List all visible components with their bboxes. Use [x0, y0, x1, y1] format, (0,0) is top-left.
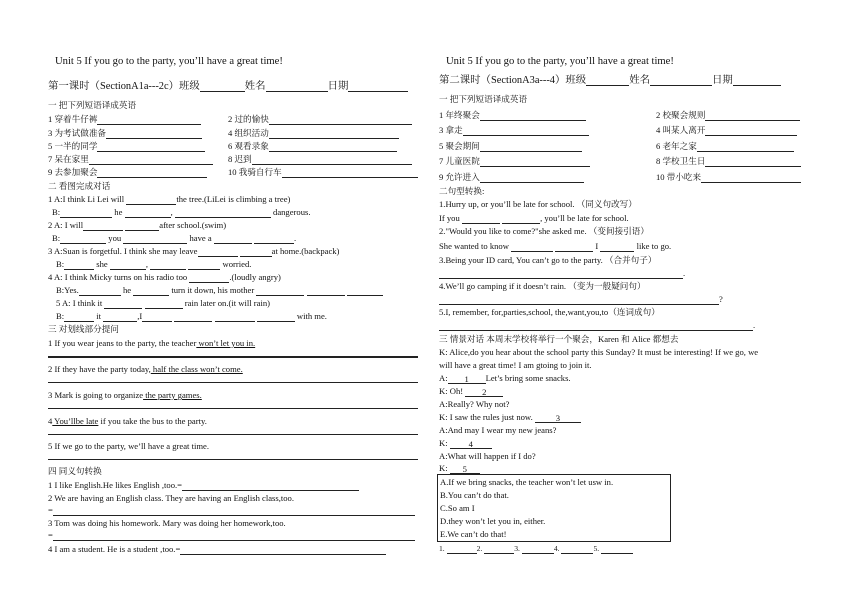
rewrite-line: 3 Tom was doing his homework. Mary was doing her homework,too.: [48, 518, 286, 528]
dialog-line: B:Yes. he turn it down, his mother: [56, 285, 383, 296]
answer-row: 1. 2. 3. 4. 5.: [439, 543, 633, 554]
right-phrase-row: 10 带小吃来: [656, 172, 801, 183]
transform-line: If you , you’ll be late for school.: [439, 213, 629, 223]
left-phrase-row: 7 呆在家里: [48, 154, 213, 165]
right-phrase-row: 4 叫某人离开: [656, 125, 797, 136]
right-part3-heading: 三 情景对话 本周末学校将举行一个聚会，Karen 和 Alice 都想去: [439, 334, 679, 344]
left-phrase-row: 9 去参加聚会: [48, 167, 207, 178]
answer-line: [48, 434, 418, 435]
answer-line: [48, 382, 418, 383]
right-phrase-row: 1 年终聚会: [439, 110, 586, 121]
right-phrase-row: 7 儿童医院: [439, 156, 590, 167]
left-part4-heading: 四 同义句转换: [48, 466, 102, 476]
left-phrase-row: 6 观看录象: [228, 141, 397, 152]
left-phrase-row: 1 穿着牛仔裤: [48, 114, 201, 125]
right-phrase-row: 8 学校卫生日: [656, 156, 801, 167]
dialog-line: B: he , dangerous.: [52, 207, 311, 217]
transform-line: .: [439, 320, 755, 331]
left-phrase-row: 3 为考试做准备: [48, 128, 202, 139]
dialog-line: 2 A: I will after school.(swim): [48, 220, 227, 230]
dialog-line: K: Oh! 2: [439, 386, 503, 397]
right-phrase-row: 6 老年之家: [656, 141, 794, 152]
rewrite-line: 2 We are having an English class. They are having an English class,too.: [48, 493, 294, 503]
option-item: C.So am I: [440, 503, 475, 513]
transform-line: 2."Would you like to come?"she asked me. （变间接引语）: [439, 226, 649, 236]
question-line: 1 If you wear jeans to the party, the teacher won’t let you in.: [48, 338, 256, 348]
dialog-line: K: I saw the rules just now. 3: [439, 412, 581, 423]
question-line: 2 If they have the party today, half the class won’t come.: [48, 364, 243, 374]
right-title: Unit 5 If you go to the party, you’ll have a great time!: [446, 56, 674, 67]
transform-line: 1.Hurry up, or you’ll be late for school. （同义句改写）: [439, 199, 637, 209]
answer-line: [48, 459, 418, 460]
dialog-line: K: 4: [439, 438, 492, 449]
right-part2-heading: 二句型转换:: [439, 186, 485, 196]
left-phrase-row: 10 我骑自行车: [228, 167, 418, 178]
right-phrase-row: 2 校聚会规则: [656, 110, 800, 121]
answer-line: [48, 408, 418, 409]
left-phrase-row: 5 一半的同学: [48, 141, 205, 152]
transform-line: She wanted to know I like to go.: [439, 241, 672, 251]
left-phrase-row: 4 组织活动: [228, 128, 399, 139]
dialog-line: A:Really? Why not?: [439, 399, 510, 409]
right-phrase-row: 9 允许进入: [439, 172, 584, 183]
transform-line: 5.I, remember, for,parties,school, the,want,you,to（连词成句）: [439, 307, 660, 317]
left-part1-heading: 一 把下列短语译成英语: [48, 100, 137, 110]
left-title: Unit 5 If you go to the party, you’ll have a great time!: [55, 56, 283, 67]
option-item: D.they won’t let you in, either.: [440, 516, 546, 526]
dialog-line: 1 A:I think Li Lei will the tree.(LiLei is climbing a tree): [48, 194, 291, 204]
transform-line: .: [439, 268, 685, 279]
dialog-line: will have a great time! I am gtoing to join it.: [439, 360, 592, 370]
dialog-line: B: it ,I with me.: [56, 311, 327, 321]
question-line: 4 You’llbe late if you take the bus to the party.: [48, 416, 207, 426]
dialog-line: 5 A: I think it rain later on.(it will rain): [56, 298, 270, 308]
dialog-line: A:And may I wear my new jeans?: [439, 425, 557, 435]
dialog-line: A:What will happen if I do?: [439, 451, 536, 461]
right-lesson-header: 第二课时（SectionA3a---4）班级 姓名 日期: [439, 75, 781, 86]
dialog-line: 3 A:Suan is forgetful. I think she may leave at home.(backpack): [48, 246, 340, 256]
left-part3-heading: 三 对划线部分提问: [48, 324, 119, 334]
rewrite-line: 1 I like English.He likes English ,too.=: [48, 480, 359, 491]
answer-line: [48, 356, 418, 358]
rewrite-eq: =: [48, 505, 415, 516]
left-part2-heading: 二 看图完成对话: [48, 181, 111, 191]
transform-line: 3.Being your ID card, You can’t go to the party. （合并句子）: [439, 255, 657, 265]
right-part1-heading: 一 把下列短语译成英语: [439, 94, 528, 104]
transform-line: ?: [439, 294, 723, 305]
left-phrase-row: 2 过的愉快: [228, 114, 412, 125]
right-phrase-row: 5 聚会期间: [439, 141, 582, 152]
dialog-line: A: 1 Let’s bring some snacks.: [439, 373, 571, 384]
question-line: 3 Mark is going to organize the party games.: [48, 390, 202, 400]
dialog-line: B: she , worried.: [56, 259, 252, 269]
left-lesson-header: 第一课时（SectionA1a---2c）班级 姓名 日期: [48, 81, 408, 92]
option-item: E.We can’t do that!: [440, 529, 507, 539]
rewrite-eq: =: [48, 530, 415, 541]
option-item: A.If we bring snacks, the teacher won’t let usw in.: [440, 477, 614, 487]
left-phrase-row: 8 迟到: [228, 154, 412, 165]
question-line: 5 If we go to the party, we’ll have a great time.: [48, 441, 209, 451]
transform-line: 4.We’ll go camping if it doesn’t rain. （变为一般疑问句）: [439, 281, 646, 291]
rewrite-line: 4 I am a student. He is a student ,too.=: [48, 544, 386, 555]
dialog-line: K: 5: [439, 463, 480, 474]
dialog-line: 4 A: I think Micky turns on his radio too .(loudly angry): [48, 272, 281, 282]
dialog-line: B: you have a .: [52, 233, 297, 243]
option-item: B.You can’t do that.: [440, 490, 509, 500]
right-phrase-row: 3 拿走: [439, 125, 589, 136]
dialog-line: K: Alice,do you hear about the school party this Sunday? It must be interesting! If we go, we: [439, 347, 759, 357]
